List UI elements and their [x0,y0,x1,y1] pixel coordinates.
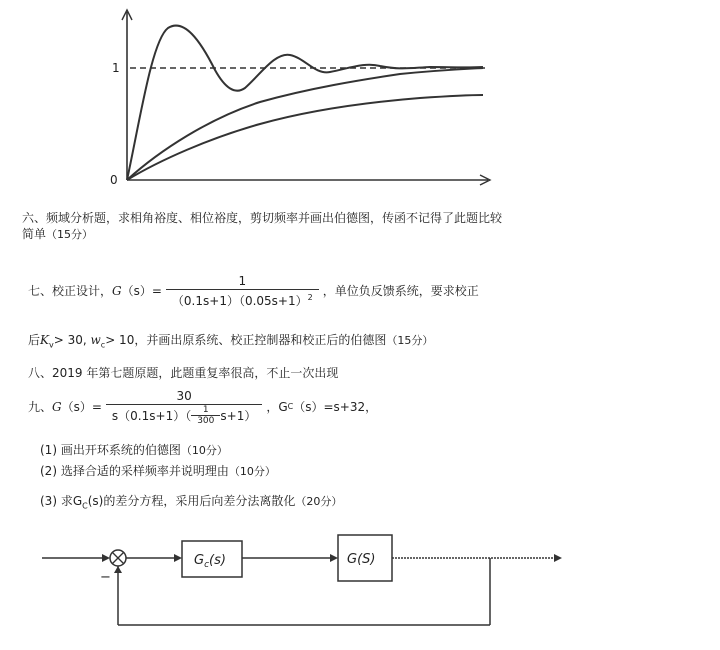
question-7-line2 [28,332,433,353]
question-9-item-3-sub: C [82,501,88,511]
question-9-small-fraction [191,405,220,426]
question-6-line1: 六、频域分析题，求相角裕度、相位裕度，剪切频率并画出伯德图，传函不记得了此题比较 [22,211,503,225]
question-9-denominator [106,404,262,426]
question-9-item-2-points: （10分） [228,465,276,478]
question-6-line2-text: 简单 [22,227,47,241]
output-arrow [554,554,562,562]
control-signal-arrow [330,554,338,562]
question-9-small-num: 1 [202,405,209,415]
question-9-formula [28,388,377,426]
question-9-item-2-label: (2) 选择合适的采样频率并说明理由 [40,464,229,478]
question-7-prefix: 七、校正设计， [28,284,113,298]
minus-sign: − [100,570,111,585]
question-9-den-b: s+1） [220,408,257,423]
question-7-wc-sub: c [100,340,106,350]
question-9-item-3-points: （20分） [295,495,343,508]
question-7-denominator-text: （0.1s+1）（0.05s+1） [171,294,308,308]
question-9-numerator: 30 [176,389,192,403]
controller-label-rest: (s) [209,553,226,568]
question-7-kv: K [40,333,49,347]
question-9-item-2 [40,463,276,480]
question-7-transfer-fraction [166,273,319,309]
overdamped-response-curve-fast [127,68,483,180]
error-arrow [174,554,182,562]
question-9-prefix: 九、 [28,400,53,414]
question-9-item-3-label-rest: (s)的差分方程，采用后向差分法离散化 [87,494,296,508]
plant-label: G(S) [347,552,376,567]
question-7-s-paren: （s）= [121,284,162,298]
question-7-denominator-exp: 2 [307,293,313,302]
step-response-plot [100,0,500,200]
question-7-suffix: ，单位负反馈系统，要求校正 [322,284,479,298]
question-9-item-3 [40,493,342,514]
question-9-item-1 [40,442,228,459]
question-7-points: （15分） [386,334,434,347]
question-9-item-1-points: （10分） [180,444,228,457]
origin-label: 0 [110,173,118,187]
underdamped-response-curve [127,26,483,180]
question-6 [22,210,502,243]
question-9-item-1-label: (1) 画出开环系统的伯德图 [40,443,181,457]
question-9-gc-rest: （s）=s+32， [293,400,378,414]
question-6-points: （15分） [46,228,94,241]
question-6-line2 [22,226,502,243]
block-diagram [30,525,590,640]
question-7-line2-b: ，并画出原系统、校正控制器和校正后的伯德图 [134,333,387,347]
question-7-denominator [166,289,319,309]
controller-label-g: G [194,553,205,568]
controller-label-sub: c [204,560,210,570]
question-9-item-3-label: (3) 求G [40,494,83,508]
question-7-gt30: > 30, [53,333,91,347]
question-9-g-symbol: G [52,400,62,414]
overdamped-response-curve-slow [127,95,483,180]
controller-label [194,553,226,570]
question-9-gc-sub: C [287,402,294,411]
y-tick-1: 1 [112,61,120,75]
question-9-den-a: s（0.1s+1）（ [111,408,192,423]
question-7-kv-sub: v [48,340,54,350]
question-7-wc: w [90,333,101,347]
question-7-numerator: 1 [238,274,247,288]
feedback-arrow [114,566,122,573]
question-9-gc: ，G [266,400,288,414]
question-7-line1 [28,273,479,309]
question-7-line2-a: 后 [28,333,41,347]
question-9-transfer-fraction [106,388,262,426]
question-9-small-den: 300 [191,415,220,426]
question-9-s-paren: （s）= [61,400,102,414]
input-arrow [102,554,110,562]
question-7-gt10: > 10 [105,333,135,347]
question-7-g-symbol: G [112,284,122,298]
question-8: 八、2019 年第七题原题，此题重复率很高，不止一次出现 [28,366,339,380]
